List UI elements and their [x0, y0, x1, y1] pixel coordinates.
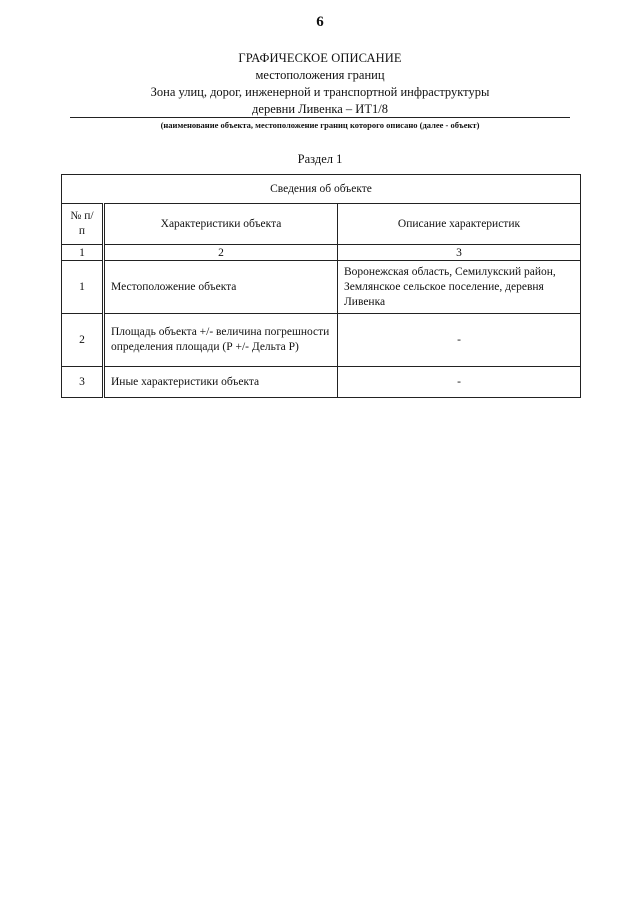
column-number-2: 2 [104, 245, 338, 261]
section-title: Раздел 1 [297, 152, 343, 166]
row-characteristic: Иные характеристики объекта [104, 367, 338, 398]
table-title: Сведения об объекте [62, 175, 581, 204]
column-number-row [62, 245, 581, 261]
column-number-1: 1 [62, 245, 104, 261]
object-caption: (наименование объекта, местоположение границ которого описано (далее - объект) [160, 120, 480, 130]
document-title [70, 50, 570, 118]
column-header-characteristic: Характеристики объекта [104, 204, 338, 245]
row-characteristic: Местоположение объекта [104, 261, 338, 314]
table-row [62, 367, 581, 398]
title-line-2: местоположения границ [255, 68, 385, 82]
column-header-num: № п/п [62, 204, 104, 245]
title-underline [70, 117, 570, 118]
table-row [62, 314, 581, 367]
title-line-4: деревни Ливенка – ИТ1/8 [252, 102, 388, 116]
row-characteristic: Площадь объекта +/- величина погрешности определения площади (Р +/- Дельта Р) [104, 314, 338, 367]
object-info-table [61, 174, 581, 398]
column-header-description: Описание характеристик [338, 204, 581, 245]
row-description: - [338, 314, 581, 367]
column-header-row [62, 204, 581, 245]
row-description: Воронежская область, Семилукский район, Землянское сельское поселение, деревня Ливенка [338, 261, 581, 314]
row-number: 3 [62, 367, 104, 398]
table-title-row [62, 175, 581, 204]
row-number: 2 [62, 314, 104, 367]
table-row [62, 261, 581, 314]
row-description: - [338, 367, 581, 398]
title-line-1: ГРАФИЧЕСКОЕ ОПИСАНИЕ [238, 51, 402, 65]
row-number: 1 [62, 261, 104, 314]
page-number: 6 [316, 14, 324, 30]
title-line-3: Зона улиц, дорог, инженерной и транспортной инфраструктуры [150, 85, 490, 99]
column-number-3: 3 [338, 245, 581, 261]
